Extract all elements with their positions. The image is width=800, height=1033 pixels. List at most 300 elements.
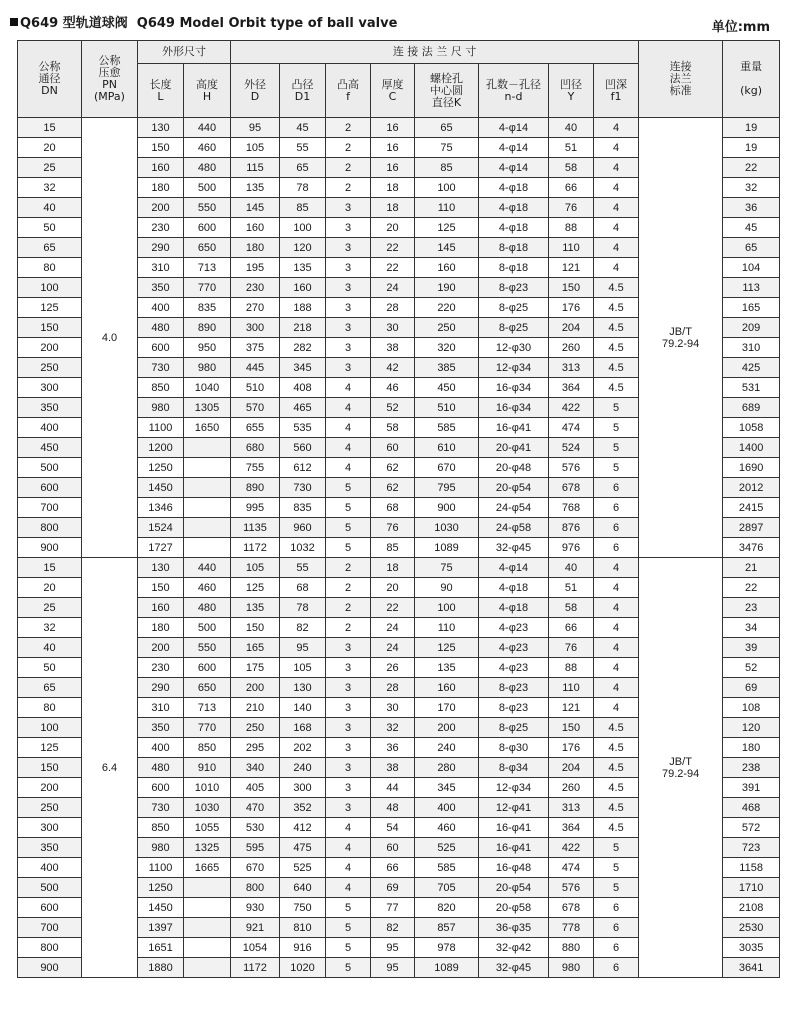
cell-length: 350	[138, 718, 184, 738]
cell-recess-diameter: 40	[549, 118, 594, 138]
cell-height: 600	[184, 658, 231, 678]
cell-recess-diameter: 980	[549, 958, 594, 978]
cell-hole-count-diameter: 20-φ54	[479, 878, 549, 898]
cell-raised-face-diameter: 465	[280, 398, 326, 418]
cell-hole-count-diameter: 8-φ30	[479, 738, 549, 758]
cell-weight: 22	[723, 578, 780, 598]
cell-raised-face-height: 3	[326, 278, 371, 298]
cell-hole-count-diameter: 20-φ41	[479, 438, 549, 458]
cell-length: 850	[138, 378, 184, 398]
cell-recess-depth: 4	[594, 158, 639, 178]
cell-dn: 200	[18, 338, 82, 358]
cell-hole-count-diameter: 4-φ18	[479, 598, 549, 618]
cell-dn: 300	[18, 818, 82, 838]
cell-hole-count-diameter: 16-φ48	[479, 858, 549, 878]
cell-dn: 32	[18, 618, 82, 638]
cell-raised-face-diameter: 140	[280, 698, 326, 718]
cell-recess-diameter: 576	[549, 878, 594, 898]
cell-height	[184, 498, 231, 518]
cell-recess-diameter: 150	[549, 278, 594, 298]
cell-outer-diameter: 250	[231, 718, 280, 738]
cell-dn: 600	[18, 898, 82, 918]
cell-thickness: 20	[371, 578, 415, 598]
cell-bolt-circle: 250	[415, 318, 479, 338]
cell-weight: 113	[723, 278, 780, 298]
cell-bolt-circle: 200	[415, 718, 479, 738]
cell-recess-depth: 4	[594, 598, 639, 618]
cell-thickness: 48	[371, 798, 415, 818]
cell-weight: 391	[723, 778, 780, 798]
cell-hole-count-diameter: 8-φ23	[479, 698, 549, 718]
cell-length: 180	[138, 178, 184, 198]
cell-hole-count-diameter: 8-φ25	[479, 298, 549, 318]
cell-outer-diameter: 175	[231, 658, 280, 678]
cell-bolt-circle: 320	[415, 338, 479, 358]
header-raised-face-height: 凸高 f	[326, 64, 371, 118]
cell-height: 1055	[184, 818, 231, 838]
cell-thickness: 77	[371, 898, 415, 918]
cell-recess-depth: 4	[594, 258, 639, 278]
cell-raised-face-height: 3	[326, 678, 371, 698]
cell-length: 1651	[138, 938, 184, 958]
cell-weight: 3035	[723, 938, 780, 958]
cell-bolt-circle: 75	[415, 138, 479, 158]
cell-dn: 900	[18, 538, 82, 558]
cell-raised-face-diameter: 835	[280, 498, 326, 518]
cell-thickness: 95	[371, 958, 415, 978]
cell-weight: 22	[723, 158, 780, 178]
cell-height: 910	[184, 758, 231, 778]
cell-outer-diameter: 680	[231, 438, 280, 458]
cell-length: 1880	[138, 958, 184, 978]
cell-recess-diameter: 880	[549, 938, 594, 958]
cell-length: 1250	[138, 458, 184, 478]
cell-outer-diameter: 445	[231, 358, 280, 378]
cell-recess-diameter: 876	[549, 518, 594, 538]
cell-raised-face-height: 5	[326, 538, 371, 558]
cell-thickness: 36	[371, 738, 415, 758]
cell-hole-count-diameter: 8-φ23	[479, 678, 549, 698]
cell-recess-diameter: 121	[549, 258, 594, 278]
cell-weight: 572	[723, 818, 780, 838]
cell-thickness: 18	[371, 558, 415, 578]
cell-outer-diameter: 655	[231, 418, 280, 438]
cell-bolt-circle: 385	[415, 358, 479, 378]
cell-dn: 25	[18, 598, 82, 618]
cell-recess-diameter: 88	[549, 658, 594, 678]
cell-height: 440	[184, 558, 231, 578]
cell-height: 950	[184, 338, 231, 358]
cell-weight: 69	[723, 678, 780, 698]
cell-dn: 600	[18, 478, 82, 498]
cell-recess-diameter: 678	[549, 478, 594, 498]
cell-thickness: 85	[371, 538, 415, 558]
cell-outer-diameter: 570	[231, 398, 280, 418]
cell-raised-face-height: 4	[326, 438, 371, 458]
cell-flange-standard: JB/T 79.2-94	[639, 118, 723, 558]
cell-height: 600	[184, 218, 231, 238]
cell-recess-diameter: 110	[549, 678, 594, 698]
cell-raised-face-diameter: 120	[280, 238, 326, 258]
cell-outer-diameter: 125	[231, 578, 280, 598]
cell-raised-face-diameter: 960	[280, 518, 326, 538]
cell-raised-face-diameter: 612	[280, 458, 326, 478]
cell-recess-depth: 4	[594, 678, 639, 698]
cell-raised-face-diameter: 282	[280, 338, 326, 358]
cell-recess-diameter: 58	[549, 158, 594, 178]
cell-recess-depth: 6	[594, 958, 639, 978]
header-bolt-circle: 螺栓孔 中心圆 直径K	[415, 64, 479, 118]
cell-recess-depth: 4.5	[594, 778, 639, 798]
cell-length: 1250	[138, 878, 184, 898]
cell-bolt-circle: 280	[415, 758, 479, 778]
cell-recess-depth: 6	[594, 898, 639, 918]
cell-raised-face-height: 3	[326, 698, 371, 718]
cell-recess-diameter: 422	[549, 398, 594, 418]
cell-weight: 19	[723, 118, 780, 138]
cell-bolt-circle: 125	[415, 638, 479, 658]
cell-weight: 2415	[723, 498, 780, 518]
cell-weight: 2108	[723, 898, 780, 918]
cell-outer-diameter: 200	[231, 678, 280, 698]
cell-raised-face-height: 3	[326, 738, 371, 758]
cell-dn: 100	[18, 718, 82, 738]
cell-recess-depth: 6	[594, 478, 639, 498]
cell-dn: 65	[18, 238, 82, 258]
cell-height: 1030	[184, 798, 231, 818]
cell-hole-count-diameter: 8-φ23	[479, 278, 549, 298]
cell-raised-face-diameter: 65	[280, 158, 326, 178]
cell-bolt-circle: 1030	[415, 518, 479, 538]
cell-bolt-circle: 160	[415, 258, 479, 278]
table-header	[18, 41, 780, 118]
cell-dn: 40	[18, 198, 82, 218]
cell-recess-depth: 4	[594, 618, 639, 638]
cell-weight: 36	[723, 198, 780, 218]
cell-raised-face-diameter: 78	[280, 598, 326, 618]
cell-weight: 3641	[723, 958, 780, 978]
cell-height: 500	[184, 618, 231, 638]
cell-recess-diameter: 260	[549, 338, 594, 358]
cell-weight: 531	[723, 378, 780, 398]
header-flange-standard: 连接 法兰 标准	[639, 41, 723, 118]
cell-raised-face-diameter: 188	[280, 298, 326, 318]
cell-recess-diameter: 364	[549, 378, 594, 398]
cell-raised-face-height: 4	[326, 838, 371, 858]
header-thickness: 厚度 C	[371, 64, 415, 118]
cell-recess-diameter: 150	[549, 718, 594, 738]
cell-hole-count-diameter: 4-φ23	[479, 618, 549, 638]
cell-dn: 15	[18, 118, 82, 138]
cell-raised-face-height: 5	[326, 918, 371, 938]
cell-recess-depth: 5	[594, 398, 639, 418]
cell-raised-face-height: 4	[326, 878, 371, 898]
cell-weight: 180	[723, 738, 780, 758]
cell-length: 290	[138, 238, 184, 258]
cell-height	[184, 458, 231, 478]
cell-bolt-circle: 190	[415, 278, 479, 298]
cell-recess-depth: 4	[594, 558, 639, 578]
cell-recess-depth: 4	[594, 698, 639, 718]
cell-dn: 800	[18, 518, 82, 538]
cell-length: 1346	[138, 498, 184, 518]
cell-dn: 700	[18, 918, 82, 938]
cell-hole-count-diameter: 12-φ41	[479, 798, 549, 818]
cell-raised-face-diameter: 810	[280, 918, 326, 938]
cell-dn: 125	[18, 298, 82, 318]
cell-thickness: 28	[371, 298, 415, 318]
cell-raised-face-height: 2	[326, 598, 371, 618]
cell-raised-face-height: 5	[326, 898, 371, 918]
cell-hole-count-diameter: 4-φ14	[479, 138, 549, 158]
cell-recess-depth: 5	[594, 858, 639, 878]
cell-recess-depth: 4.5	[594, 338, 639, 358]
header-hole-count-diameter: 孔数－孔径 n-d	[479, 64, 549, 118]
cell-dn: 20	[18, 138, 82, 158]
cell-outer-diameter: 295	[231, 738, 280, 758]
cell-raised-face-height: 4	[326, 398, 371, 418]
cell-hole-count-diameter: 16-φ41	[479, 418, 549, 438]
cell-outer-diameter: 270	[231, 298, 280, 318]
cell-thickness: 54	[371, 818, 415, 838]
cell-dn: 150	[18, 758, 82, 778]
cell-raised-face-diameter: 535	[280, 418, 326, 438]
cell-hole-count-diameter: 12-φ30	[479, 338, 549, 358]
square-bullet-icon	[10, 18, 18, 26]
cell-weight: 3476	[723, 538, 780, 558]
cell-height	[184, 878, 231, 898]
cell-outer-diameter: 470	[231, 798, 280, 818]
cell-dn: 50	[18, 658, 82, 678]
cell-weight: 468	[723, 798, 780, 818]
cell-outer-diameter: 300	[231, 318, 280, 338]
cell-thickness: 62	[371, 458, 415, 478]
cell-raised-face-diameter: 55	[280, 138, 326, 158]
cell-thickness: 60	[371, 438, 415, 458]
cell-dn: 20	[18, 578, 82, 598]
header-dimensions-group: 外形尺寸	[138, 41, 231, 64]
cell-height: 1665	[184, 858, 231, 878]
cell-length: 400	[138, 298, 184, 318]
cell-recess-depth: 4	[594, 138, 639, 158]
cell-outer-diameter: 210	[231, 698, 280, 718]
cell-bolt-circle: 450	[415, 378, 479, 398]
cell-length: 150	[138, 578, 184, 598]
cell-bolt-circle: 240	[415, 738, 479, 758]
cell-height: 440	[184, 118, 231, 138]
cell-length: 130	[138, 118, 184, 138]
cell-thickness: 60	[371, 838, 415, 858]
cell-thickness: 32	[371, 718, 415, 738]
cell-dn: 350	[18, 398, 82, 418]
cell-thickness: 46	[371, 378, 415, 398]
cell-hole-count-diameter: 8-φ34	[479, 758, 549, 778]
cell-weight: 45	[723, 218, 780, 238]
cell-hole-count-diameter: 4-φ18	[479, 198, 549, 218]
cell-thickness: 20	[371, 218, 415, 238]
cell-outer-diameter: 165	[231, 638, 280, 658]
cell-thickness: 69	[371, 878, 415, 898]
cell-outer-diameter: 921	[231, 918, 280, 938]
cell-raised-face-diameter: 560	[280, 438, 326, 458]
cell-length: 310	[138, 698, 184, 718]
cell-height	[184, 518, 231, 538]
cell-height: 550	[184, 198, 231, 218]
cell-raised-face-height: 3	[326, 238, 371, 258]
cell-raised-face-height: 3	[326, 778, 371, 798]
cell-hole-count-diameter: 20-φ58	[479, 898, 549, 918]
cell-outer-diameter: 1172	[231, 958, 280, 978]
header-recess-depth: 凹深 f1	[594, 64, 639, 118]
cell-recess-depth: 6	[594, 498, 639, 518]
cell-weight: 32	[723, 178, 780, 198]
cell-thickness: 22	[371, 238, 415, 258]
cell-dn: 40	[18, 638, 82, 658]
cell-thickness: 42	[371, 358, 415, 378]
cell-length: 600	[138, 338, 184, 358]
cell-height: 890	[184, 318, 231, 338]
cell-raised-face-height: 2	[326, 118, 371, 138]
cell-raised-face-height: 4	[326, 858, 371, 878]
cell-height: 1650	[184, 418, 231, 438]
cell-bolt-circle: 100	[415, 598, 479, 618]
cell-dn: 400	[18, 418, 82, 438]
cell-dn: 500	[18, 878, 82, 898]
cell-length: 350	[138, 278, 184, 298]
cell-dn: 80	[18, 258, 82, 278]
table-row	[18, 118, 780, 138]
cell-weight: 723	[723, 838, 780, 858]
cell-raised-face-diameter: 55	[280, 558, 326, 578]
cell-bolt-circle: 110	[415, 198, 479, 218]
cell-recess-depth: 6	[594, 518, 639, 538]
cell-dn: 15	[18, 558, 82, 578]
cell-weight: 23	[723, 598, 780, 618]
cell-height	[184, 938, 231, 958]
cell-recess-depth: 4	[594, 178, 639, 198]
cell-bolt-circle: 1089	[415, 538, 479, 558]
cell-recess-diameter: 66	[549, 178, 594, 198]
cell-length: 980	[138, 838, 184, 858]
cell-recess-depth: 4	[594, 238, 639, 258]
cell-bolt-circle: 978	[415, 938, 479, 958]
cell-weight: 2897	[723, 518, 780, 538]
cell-weight: 2530	[723, 918, 780, 938]
cell-length: 180	[138, 618, 184, 638]
cell-height	[184, 918, 231, 938]
header-dn: 公称 通径 DN	[18, 41, 82, 118]
cell-raised-face-diameter: 352	[280, 798, 326, 818]
cell-outer-diameter: 195	[231, 258, 280, 278]
cell-raised-face-diameter: 82	[280, 618, 326, 638]
cell-flange-standard: JB/T 79.2-94	[639, 558, 723, 978]
cell-dn: 150	[18, 318, 82, 338]
cell-bolt-circle: 610	[415, 438, 479, 458]
cell-length: 400	[138, 738, 184, 758]
cell-recess-diameter: 51	[549, 138, 594, 158]
cell-raised-face-diameter: 412	[280, 818, 326, 838]
cell-weight: 209	[723, 318, 780, 338]
cell-bolt-circle: 160	[415, 678, 479, 698]
cell-length: 1100	[138, 858, 184, 878]
cell-length: 730	[138, 798, 184, 818]
cell-outer-diameter: 930	[231, 898, 280, 918]
cell-weight: 34	[723, 618, 780, 638]
cell-outer-diameter: 95	[231, 118, 280, 138]
cell-weight: 1058	[723, 418, 780, 438]
cell-recess-diameter: 88	[549, 218, 594, 238]
cell-raised-face-diameter: 100	[280, 218, 326, 238]
cell-height: 480	[184, 158, 231, 178]
cell-bolt-circle: 400	[415, 798, 479, 818]
cell-outer-diameter: 115	[231, 158, 280, 178]
cell-recess-depth: 4.5	[594, 358, 639, 378]
cell-raised-face-diameter: 300	[280, 778, 326, 798]
cell-hole-count-diameter: 32-φ45	[479, 538, 549, 558]
cell-length: 200	[138, 638, 184, 658]
header-weight: 重量 (kg)	[723, 41, 780, 118]
cell-dn: 65	[18, 678, 82, 698]
cell-outer-diameter: 530	[231, 818, 280, 838]
cell-length: 130	[138, 558, 184, 578]
cell-raised-face-height: 2	[326, 158, 371, 178]
cell-dn: 200	[18, 778, 82, 798]
cell-weight: 39	[723, 638, 780, 658]
cell-bolt-circle: 795	[415, 478, 479, 498]
cell-height: 460	[184, 138, 231, 158]
cell-outer-diameter: 670	[231, 858, 280, 878]
cell-raised-face-height: 5	[326, 478, 371, 498]
cell-weight: 120	[723, 718, 780, 738]
cell-recess-depth: 6	[594, 938, 639, 958]
cell-height: 500	[184, 178, 231, 198]
cell-raised-face-height: 4	[326, 458, 371, 478]
cell-bolt-circle: 220	[415, 298, 479, 318]
cell-outer-diameter: 180	[231, 238, 280, 258]
cell-raised-face-height: 3	[326, 318, 371, 338]
cell-raised-face-diameter: 916	[280, 938, 326, 958]
cell-dn: 300	[18, 378, 82, 398]
cell-recess-diameter: 260	[549, 778, 594, 798]
cell-weight: 238	[723, 758, 780, 778]
cell-hole-count-diameter: 4-φ23	[479, 658, 549, 678]
cell-pressure: 4.0	[82, 118, 138, 558]
cell-outer-diameter: 755	[231, 458, 280, 478]
cell-weight: 1158	[723, 858, 780, 878]
cell-raised-face-diameter: 730	[280, 478, 326, 498]
header-outer-diameter: 外径 D	[231, 64, 280, 118]
cell-raised-face-height: 2	[326, 138, 371, 158]
cell-height	[184, 958, 231, 978]
cell-length: 600	[138, 778, 184, 798]
cell-hole-count-diameter: 4-φ18	[479, 218, 549, 238]
cell-bolt-circle: 900	[415, 498, 479, 518]
cell-hole-count-diameter: 36-φ35	[479, 918, 549, 938]
cell-outer-diameter: 150	[231, 618, 280, 638]
cell-outer-diameter: 145	[231, 198, 280, 218]
cell-raised-face-diameter: 750	[280, 898, 326, 918]
cell-recess-diameter: 422	[549, 838, 594, 858]
cell-raised-face-height: 3	[326, 358, 371, 378]
cell-thickness: 18	[371, 178, 415, 198]
cell-outer-diameter: 800	[231, 878, 280, 898]
cell-height: 835	[184, 298, 231, 318]
cell-height: 770	[184, 718, 231, 738]
cell-raised-face-height: 3	[326, 658, 371, 678]
cell-height: 1040	[184, 378, 231, 398]
cell-raised-face-height: 3	[326, 198, 371, 218]
cell-weight: 2012	[723, 478, 780, 498]
